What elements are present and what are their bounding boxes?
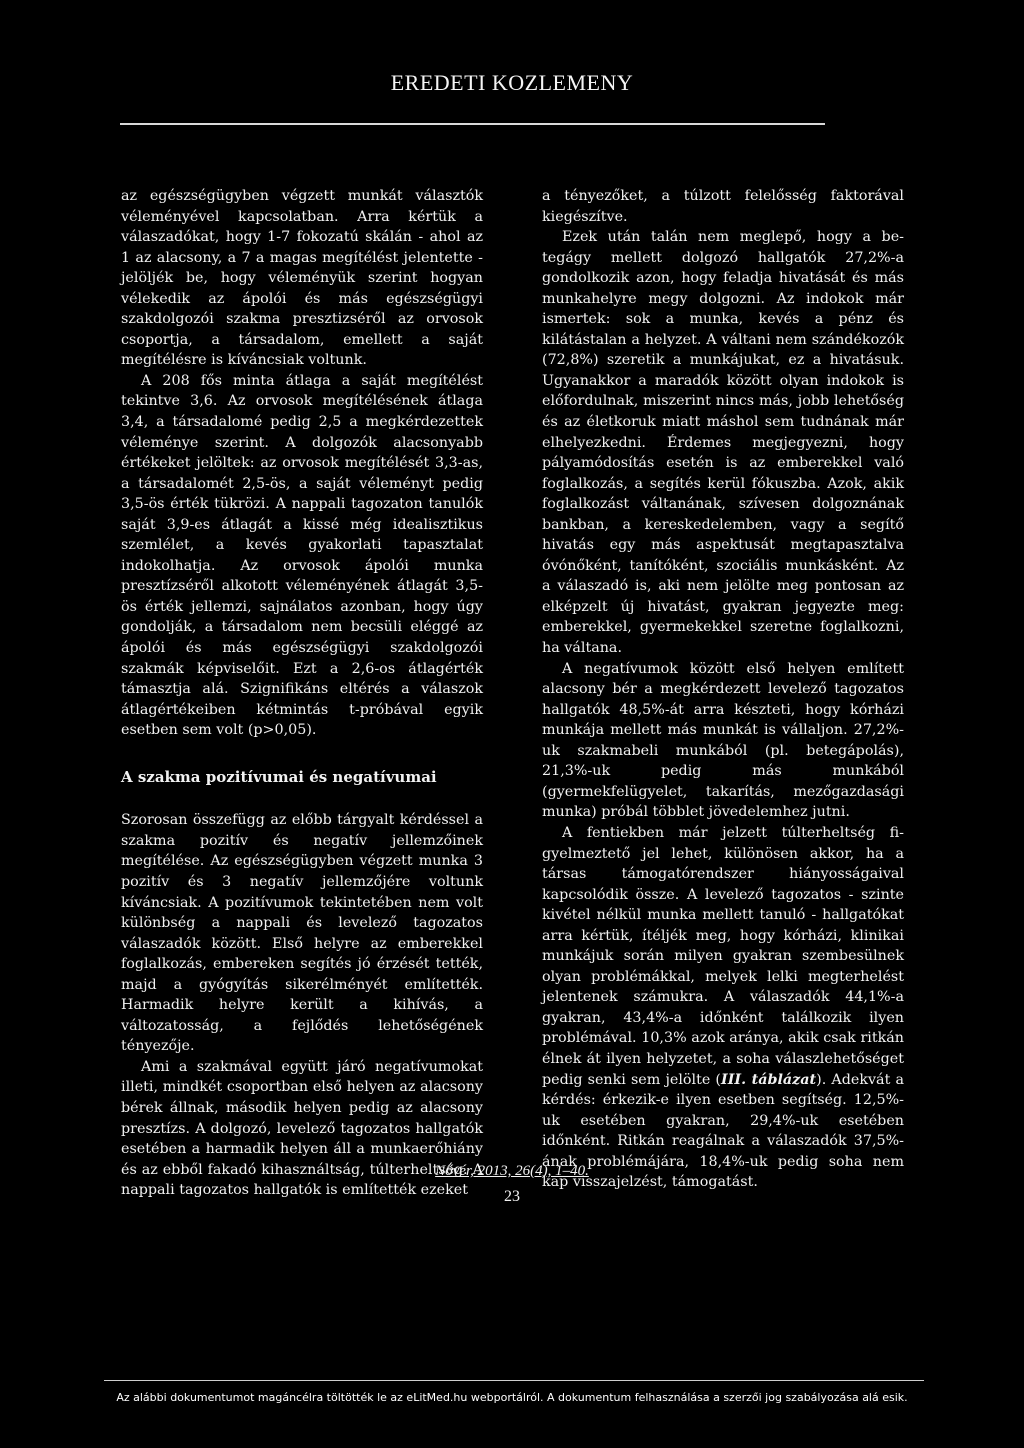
paragraph: A negatívumok között első helyen említett alacsony bér a megkérdezett levelező tagozatos hallgatók 48,5%-át arra készteti, hogy kórházi munkája mellett más munkát is vállaljon. 27,2%-uk szakmabeli munkából (pl. betegápolás), 21,3%-uk pedig más munkából (gyermekfelügyelet, takarítás, mezőgazdasági munka) próbál többlet jövedelemhez jutni.	[542, 660, 904, 821]
right-column	[542, 186, 904, 1193]
paragraph: Ami a szakmával együtt járó negatívumokat illeti, mindkét csoportban első helyen az alacsony bérek állnak, második helyen pedig az alacsony presztízs. A dolgozó, levelező tagozatos hallgatók esetében a harmadik helyen áll a munkaerőhiány és az ebből fakadó kihasználtság, túlterheltség. A nappali tagozatos hallgatók is említették ezeket	[121, 1058, 483, 1199]
section-heading: A szakma pozitívumai és negatívumai	[121, 767, 437, 786]
paragraph	[542, 823, 904, 1193]
paragraph: A 208 fős minta átlaga a saját megítélést tekintve 3,6. Az orvosok megítélésének átlaga 3,4, a társadalomé pedig 2,5 a megkérdezettek véleménye szerint. A dolgozók alacsonyabb értékeket jelöltek: az orvosok megítélését 3,3-as, a társadalomét 2,5-ös, a saját véleményt pedig 3,5-ös érték tükrözi. A nappali tagozaton tanulók saját 3,9-es átlagát a kissé még idealisztikus szemlélet, a kevés gyakorlati tapasztalat indokolhatja. Az orvosok ápolói munka presztízséről alkotott véleményének átlagát 3,5-ös érték jellemzi, sajnálatos azonban, hogy úgy gondolják, a társadalom nem becsüli eléggé az ápolói és más egészségügyi szakdolgozói szakmák képviselőit. Ezt a 2,6-os átlagérték támasztja alá. Szignifikáns eltérés a válaszok átlagértékeiben kétmintás t-próbával egyik esetben sem volt (p>0,05).	[121, 372, 483, 739]
paragraph: Ezek után talán nem meglepő, hogy a betegágy mellett dolgozó hallgatók 27,2%-a gondolkozik azon, hogy feladja hivatását és más munkahelyre megy dolgozni. Az indokok már ismertek: sok a munka, kevés a pénz és kilátástalan a helyzet. A váltani nem szándékozók (72,8%) szeretik a munkájukat, ez a hivatásuk. Ugyanakkor a maradók között olyan indokok is előfordulnak, miszerint nincs más, jobb lehetőség és az életkoruk miatt máshol sem tudnának már elhelyezkedni. Érdemes megjegyezni, hogy pályamódosítás esetén is az emberekkel való foglalkozás, a segítés kerül fókuszba. Azok, akik foglalkozást váltanának, szívesen dolgoznának bankban, a kereskedelemben, vagy a segítő hivatás egy más aspektusát megtapasztalva óvónőként, tanítóként, szociális munkásként. Az a válaszadó is, aki nem jelölte meg pontosan az elképzelt új hivatást, gyakran jegyezte meg: emberekkel, gyermekekkel szeretne foglalkozni, ha váltana.	[542, 229, 904, 657]
paragraph: az egészségügyben végzett munkát választók véleményével kapcsolatban. Arra kértük a válaszadókat, hogy 1-7 fokozatú skálán - ahol az 1 az alacsony, a 7 a magas megítélést jelentette - jelöljék be, hogy véleményük szerint hogyan vélekedik az ápolói és más egészségügyi szakdolgozói szakma presztizséről az orvosok csoportja, a társadalom, emellett a saját megítélésre is kíváncsiak voltunk.	[121, 188, 483, 369]
footer-rule	[104, 1380, 924, 1381]
citation-text: Nővér, 2013, 26(4), 1–40.	[435, 1163, 589, 1179]
left-column	[121, 186, 483, 1201]
download-disclaimer: Az alábbi dokumentumot magáncélra töltötték le az eLitMed.hu webportálról. A dokumentum felhasználása a szerzői jog szabályozása alá esik.	[116, 1391, 908, 1404]
header-rule	[120, 123, 825, 125]
paragraph-text: ). Adekvát a kérdés: érkezik-e ilyen esetben segítség. 12,5%-uk esetében gyakran, 29,4%-uk esetében időnként. Ritkán reagálnak a válaszadók 37,5%-ának problémájára, 18,4%-uk pedig soha nem kap visszajelzést, támogatást.	[542, 1071, 904, 1191]
paragraph-text: A fentiekben már jelzett túlterheltség figyelmeztető jel lehet, különösen akkor, ha a társas támogatórendszer hiányosságaival kapcsolódik össze. A levelező tagozatos - szinte kivétel nélkül munka mellett tanuló - hallgatókat arra kértük, ítéljék meg, hogy kórházi, klinikai munkájuk során milyen gyakran szembesülnek olyan problémákkal, melyek lelki megterhelést jelentenek számukra. A válaszadók 44,1%-a gyakran, 43,4%-a időnként találkozik ilyen problémával. 10,3% azok aránya, akik csak ritkán élnek át ilyen helyzetet, a soha válaszlehetőséget pedig senki sem jelölte (	[542, 824, 904, 1088]
journal-citation	[0, 1163, 1024, 1180]
running-header: EREDETI KOZLEMENY	[390, 70, 634, 95]
page-number: 23	[504, 1188, 520, 1205]
paragraph: Szorosan összefügg az előbb tárgyalt kérdéssel a szakma pozitív és negatív jellemzőinek megítélése. Az egészségügyben végzett munka 3 pozitív és 3 negatív jellemzőjére voltunk kíváncsiak. A pozitívumok tekintetében nem volt különbség a nappali és levelező tagozatos válaszadók között. Első helyre az emberekkel foglalkozás, embereken segítés jó érzését tették, majd a gyógyítás sikerélményét említették. Harmadik helyre került a kihívás, a változatosság, a fejlődés lehetőségének tényezője.	[121, 812, 483, 1055]
paragraph: a tényezőket, a túlzott felelősség faktorával kiegészítve.	[542, 188, 904, 225]
table-reference: III. táblázat	[721, 1071, 817, 1088]
